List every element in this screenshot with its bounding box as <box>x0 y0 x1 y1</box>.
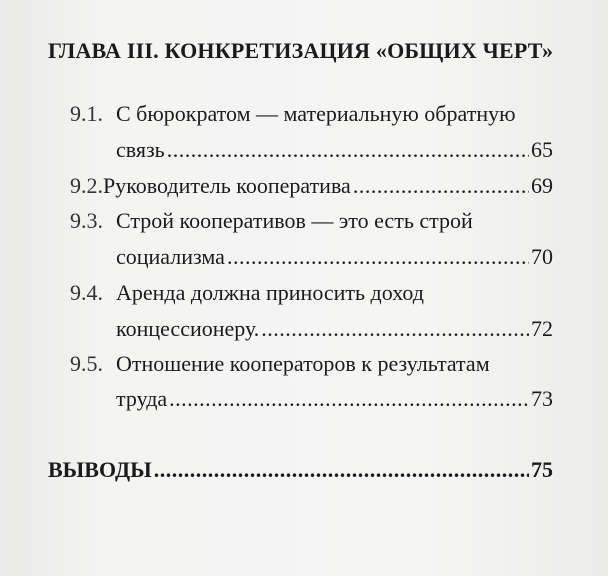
toc-entry-number: 9.4. <box>70 280 103 305</box>
chapter-heading: ГЛАВА III. КОНКРЕТИЗАЦИЯ «ОБЩИХ ЧЕРТ» <box>48 38 554 63</box>
toc-entry-9-3-line2 <box>116 243 553 271</box>
toc-entry-title-continued: труда <box>116 386 168 411</box>
toc-entry-9-1-line1 <box>70 100 516 128</box>
toc-entry-title-continued: концессионеру. <box>116 316 260 341</box>
dot-leader <box>167 136 529 164</box>
dot-leader <box>227 243 529 271</box>
toc-entry-9-4-line1 <box>70 279 424 307</box>
toc-page-number: 65 <box>531 137 553 162</box>
dot-leader <box>353 172 529 200</box>
toc-entry-title: Отношение кооператоров к результатам <box>116 351 490 376</box>
dot-leader <box>154 456 529 484</box>
toc-entry-9-5-line2 <box>116 385 553 413</box>
toc-page-number: 69 <box>531 173 553 198</box>
toc-entry-number: 9.2. <box>70 173 103 198</box>
dot-leader <box>261 315 529 343</box>
toc-entry-title: Аренда должна приносить доход <box>116 280 424 305</box>
toc-entry-title: С бюрократом — материальную обратную <box>116 101 516 126</box>
toc-conclusions <box>48 456 553 484</box>
toc-entry-9-2 <box>70 172 553 200</box>
toc-page-number: 70 <box>531 244 553 269</box>
toc-entry-9-3-line1 <box>70 207 473 235</box>
dot-leader <box>169 385 529 413</box>
toc-entry-9-1-line2 <box>116 136 553 164</box>
toc-entry-number: 9.5. <box>70 351 103 376</box>
toc-entry-title-continued: социализма <box>116 244 225 269</box>
toc-page-number: 73 <box>531 386 553 411</box>
toc-page-number: 75 <box>531 457 553 482</box>
toc-entry-title: Руководитель кооператива <box>103 173 351 198</box>
toc-entry-title: Строй кооперативов — это есть строй <box>116 208 473 233</box>
toc-entry-9-5-line1 <box>70 350 490 378</box>
toc-entry-number: 9.1. <box>70 101 103 126</box>
toc-page-number: 72 <box>531 316 553 341</box>
toc-entry-number: 9.3. <box>70 208 103 233</box>
toc-entry-title-continued: связь <box>116 137 165 162</box>
toc-entry-9-4-line2 <box>116 315 553 343</box>
conclusions-title: ВЫВОДЫ <box>48 457 152 482</box>
